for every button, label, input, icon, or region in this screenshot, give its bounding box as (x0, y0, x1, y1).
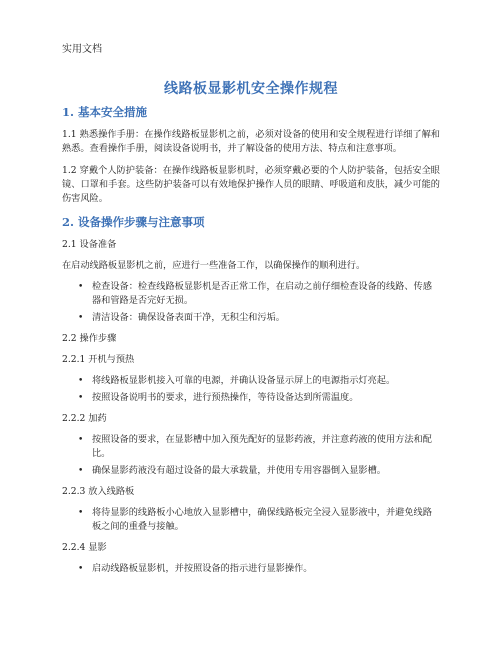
paragraph-1-1: 1.1 熟悉操作手册：在操作线路板显影机之前，必须对设备的使用和安全规程进行详细了解和熟悉。查看操作手册，阅读设备说明书，并了解设备的使用方法、特点和注意事项。 (62, 129, 440, 154)
bullet-icon: • (78, 466, 84, 476)
bullet-icon: • (78, 435, 84, 445)
bullet-list-2-2-3 (62, 506, 440, 534)
bullet-list-2-2-4 (62, 562, 440, 576)
bullet-icon: • (78, 564, 84, 574)
list-item: • 将线路板显影机接入可靠的电源，并确认设备显示屏上的电源指示灯亮起。 (78, 375, 396, 386)
list-item: • 启动线路板显影机，并按照设备的指示进行显影操作。 (78, 563, 313, 574)
subsection-title-2-2: 2.2 操作步骤 (62, 333, 117, 344)
subsection-title-2-2-3: 2.2.3 放入线路板 (62, 486, 135, 497)
section-heading-1: 1. 基本安全措施 (62, 105, 148, 119)
list-item: • 清洁设备：确保设备表面干净，无积尘和污垢。 (78, 312, 285, 323)
bullet-icon: • (78, 508, 84, 518)
bullet-icon: • (78, 376, 84, 386)
section-heading-2: 2. 设备操作步骤与注意事项 (62, 215, 205, 229)
bullet-list-2-2-1 (62, 374, 440, 405)
list-item: • 检查设备：检查线路板显影机是否正常工作，在启动之前仔细检查设备的线路、传感器和管路是否完好无损。 (78, 281, 432, 306)
header-label: 实用文档 (62, 44, 102, 55)
subsection-intro-2-1: 在启动线路板显影机之前，应进行一些准备工作，以确保操作的顺利进行。 (62, 260, 366, 271)
subsection-title-2-2-2: 2.2.2 加药 (62, 413, 107, 424)
bullet-list-2-2-2 (62, 433, 440, 478)
bullet-icon: • (78, 393, 84, 403)
list-item: • 按照设备说明书的要求，进行预热操作，等待设备达到所需温度。 (78, 392, 359, 403)
list-item: • 将待显影的线路板小心地放入显影槽中，确保线路板完全浸入显影液中，并避免线路板之间的重叠与接触。 (78, 507, 432, 532)
subsection-title-2-1: 2.1 设备准备 (62, 239, 117, 250)
page-title: 线路板显影机安全操作规程 (164, 81, 338, 97)
paragraph-1-2: 1.2 穿戴个人防护装备：在操作线路板显影机时，必须穿戴必要的个人防护装备，包括安全眼镜、口罩和手套。这些防护装备可以有效地保护操作人员的眼睛、呼吸道和皮肤，减少可能的伤害风险。 (62, 165, 440, 204)
subsection-title-2-2-1: 2.2.1 开机与预热 (62, 354, 135, 365)
list-item: • 按照设备的要求，在显影槽中加入预先配好的显影药液，并注意药液的使用方法和配比。 (78, 434, 432, 459)
list-item: • 确保显影药液没有超过设备的最大承载量，并使用专用容器倒入显影槽。 (78, 465, 386, 476)
subsection-title-2-2-4: 2.2.4 显影 (62, 542, 107, 553)
bullet-icon: • (78, 313, 84, 323)
bullet-icon: • (78, 282, 84, 292)
bullet-list-2-1 (62, 280, 440, 325)
document-body (62, 104, 440, 583)
